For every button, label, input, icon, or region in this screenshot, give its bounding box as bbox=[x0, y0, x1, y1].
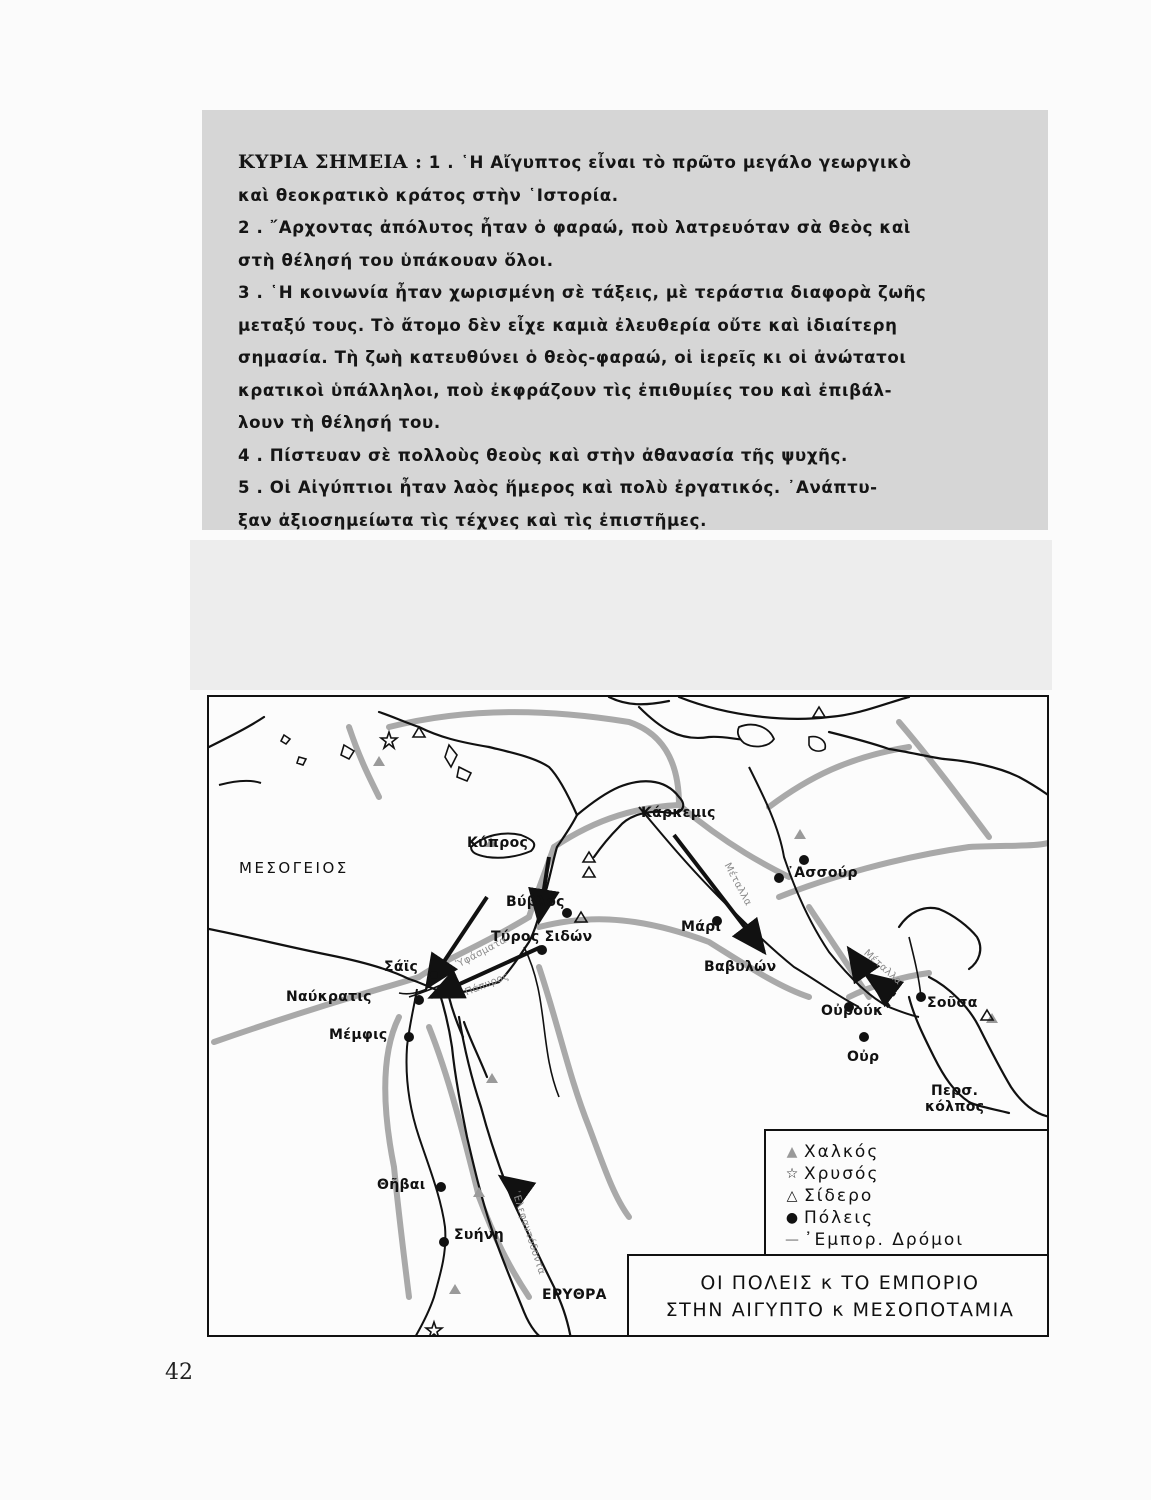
outline-triangle-icon: △ bbox=[786, 1188, 800, 1204]
key-points-line: μεταξύ τους. Τὸ ἄτομο δὲν εἶχε καμιὰ ἐλευθερία οὔτε καὶ ἰδιαίτερη bbox=[238, 315, 898, 335]
legend-item: ● Πόλεις bbox=[782, 1207, 964, 1229]
map-title-line-2: ΣΤΗΝ ΑΙΓΥΠΤΟ κ ΜΕΣΟΠΟΤΑΜΙΑ bbox=[665, 1299, 1015, 1321]
lake-van bbox=[738, 725, 774, 747]
filled-triangle-icon: ▲ bbox=[786, 1144, 800, 1160]
route-label-metalla-1: Μέταλλα bbox=[721, 861, 754, 908]
key-points-line: στὴ θέλησή του ὑπάκουαν ὅλοι. bbox=[238, 250, 554, 270]
star-icon: ☆ bbox=[785, 1166, 801, 1182]
city-label-tyros-sidon: Τύρος Σιδών bbox=[491, 929, 593, 945]
city-label-assour: ᾽Ασσούρ bbox=[787, 865, 858, 881]
key-points-line: 2 . ῎Αρχοντας ἀπόλυτος ἦταν ὁ φαραώ, ποὺ λατρευόταν σὰ θεὸς καὶ bbox=[238, 218, 911, 237]
key-points-line: σημασία. Τὴ ζωὴ κατευθύνει ὁ θεὸς-φαραώ, οἱ ἱερεῖς κι οἱ ἀνώτατοι bbox=[238, 348, 907, 367]
city-label-syini: Συήνη bbox=[454, 1227, 504, 1243]
legend-item: ☆ Χρυσός bbox=[782, 1163, 964, 1185]
city-label-ourouk: Οὐρούκ bbox=[821, 1003, 884, 1019]
lake-urmia bbox=[809, 737, 825, 751]
city-label-kypros: Κύπρος bbox=[467, 835, 529, 851]
city-label-karkemis: Κάρκεμις bbox=[641, 805, 716, 821]
legend-item: ▲ Χαλκός bbox=[782, 1141, 964, 1163]
place-label-pers-kolpos-1: Περσ. bbox=[931, 1083, 979, 1099]
page-number: 42 bbox=[165, 1360, 193, 1385]
city-label-our: Οὐρ bbox=[847, 1049, 880, 1065]
city-label-memfis: Μέμφις bbox=[329, 1027, 388, 1043]
city-label-naukratis: Ναύκρατις bbox=[286, 989, 372, 1005]
bleed-through-area bbox=[190, 540, 1052, 690]
city-label-sais: Σάϊς bbox=[384, 959, 419, 975]
map-title-box bbox=[627, 1254, 1049, 1337]
route-label-yfasmata: Ὑφάσματα bbox=[454, 934, 509, 971]
key-points-line: κρατικοὶ ὑπάλληλοι, ποὺ ἐκφράζουν τὶς ἐπιθυμίες του καὶ ἐπιβάλ- bbox=[238, 380, 893, 400]
city-label-soussa: Σοῦσα bbox=[927, 995, 978, 1011]
euphrates-river bbox=[639, 807, 859, 1007]
key-points-heading: ΚΥΡΙΑ ΣΗΜΕΙΑ : bbox=[238, 151, 423, 173]
aegean-islands bbox=[281, 735, 471, 781]
key-points-line: καὶ θεοκρατικὸ κράτος στὴν ῾Ιστορία. bbox=[238, 185, 619, 205]
grey-line-icon: — bbox=[785, 1232, 801, 1248]
trade-map bbox=[207, 695, 1049, 1337]
route-label-papyros: Πάπυρος bbox=[463, 970, 511, 999]
legend-item: △ Σίδερο bbox=[782, 1185, 964, 1207]
city-label-mari: Μάρι bbox=[681, 919, 722, 935]
key-points-box bbox=[202, 110, 1048, 530]
mediterranean-label: ΜΕΣΟΓΕΙΟΣ bbox=[239, 859, 349, 877]
crete-island bbox=[219, 781, 261, 785]
city-label-erythra: ΕΡΥΘΡΑ bbox=[542, 1287, 607, 1303]
city-label-vavylon: Βαβυλών bbox=[704, 959, 777, 975]
place-label-pers-kolpos-2: κόλπος bbox=[925, 1099, 985, 1115]
dot-icon: ● bbox=[785, 1210, 801, 1226]
city-label-thivai: Θῆβαι bbox=[377, 1177, 426, 1193]
key-points-line: 5 . Οἱ Αἰγύπτιοι ἦταν λαὸς ἥμερος καὶ πολὺ ἐργατικός. ᾽Ανάπτυ- bbox=[238, 478, 878, 497]
key-points-line: ξαν ἀξιοσημείωτα τὶς τέχνες καὶ τὶς ἐπιστῆμες. bbox=[238, 510, 707, 530]
city-label-vyvlos: Βύβλος bbox=[506, 894, 565, 910]
legend-item: — ᾽Εμπορ. Δρόμοι bbox=[782, 1229, 964, 1251]
key-points-line: 4 . Πίστευαν σὲ πολλοὺς θεοὺς καὶ στὴν ἀθανασία τῆς ψυχῆς. bbox=[238, 445, 848, 465]
map-title-line-1: ΟΙ ΠΟΛΕΙΣ κ ΤΟ ΕΜΠΟΡΙΟ bbox=[700, 1272, 980, 1294]
karun-river bbox=[909, 937, 921, 997]
route-label-metalla-2: Μέταλλα bbox=[861, 947, 904, 988]
key-points-line: ΚΥΡΙΑ ΣΗΜΕΙΑ : 1 . ῾Η Αἴγυπτος εἶναι τὸ πρῶτο μεγάλο γεωργικὸ bbox=[238, 151, 912, 173]
key-points-line: 3 . ῾Η κοινωνία ἦταν χωρισμένη σὲ τάξεις, μὲ τεράστια διαφορὰ ζωῆς bbox=[238, 283, 927, 302]
route-label-elefantodonta: ᾽Ελεφαντόδοντα bbox=[509, 1188, 547, 1277]
nile-river bbox=[407, 989, 446, 1337]
key-points-line: λουν τὴ θέλησή του. bbox=[238, 413, 441, 432]
